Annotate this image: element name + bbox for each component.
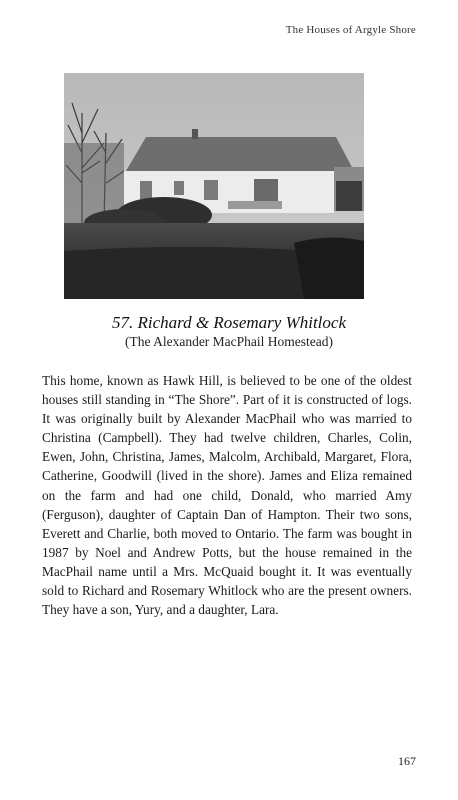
caption-title: 57. Richard & Rosemary Whitlock xyxy=(111,313,346,332)
running-head: The Houses of Argyle Shore xyxy=(285,24,416,36)
body-paragraph: This home, known as Hawk Hill, is believed to be one of the oldest houses still standing in “The Shore”. Part of it is constructed of logs. It was originally built by Alexander MacPhail who was married to Christina (Campbell). They had twelve children, Charles, Colin, Ewen, John, Christina, James, Malcolm, Archibald, Margaret, Flora, Catherine, Goodwill (lived in the shore). James and Eliza remained on the farm and had one child, Donald, who married Amy (Ferguson), daughter of Captain Dan of Hampton. Their two sons, Everett and Charlie, both moved to Ontario. The farm was bought in 1987 by Noel and Andrew Potts, but the house remained in the MacPhail name until a Mrs. McQuaid bought it. It was eventually sold to Richard and Rosemary Whitlock who are the present owners. They have a son, Yury, and a daughter, Lara. xyxy=(42,373,412,618)
page-number: 167 xyxy=(398,754,416,768)
house-photo xyxy=(64,73,364,299)
caption-subtitle: (The Alexander MacPhail Homestead) xyxy=(124,334,334,349)
